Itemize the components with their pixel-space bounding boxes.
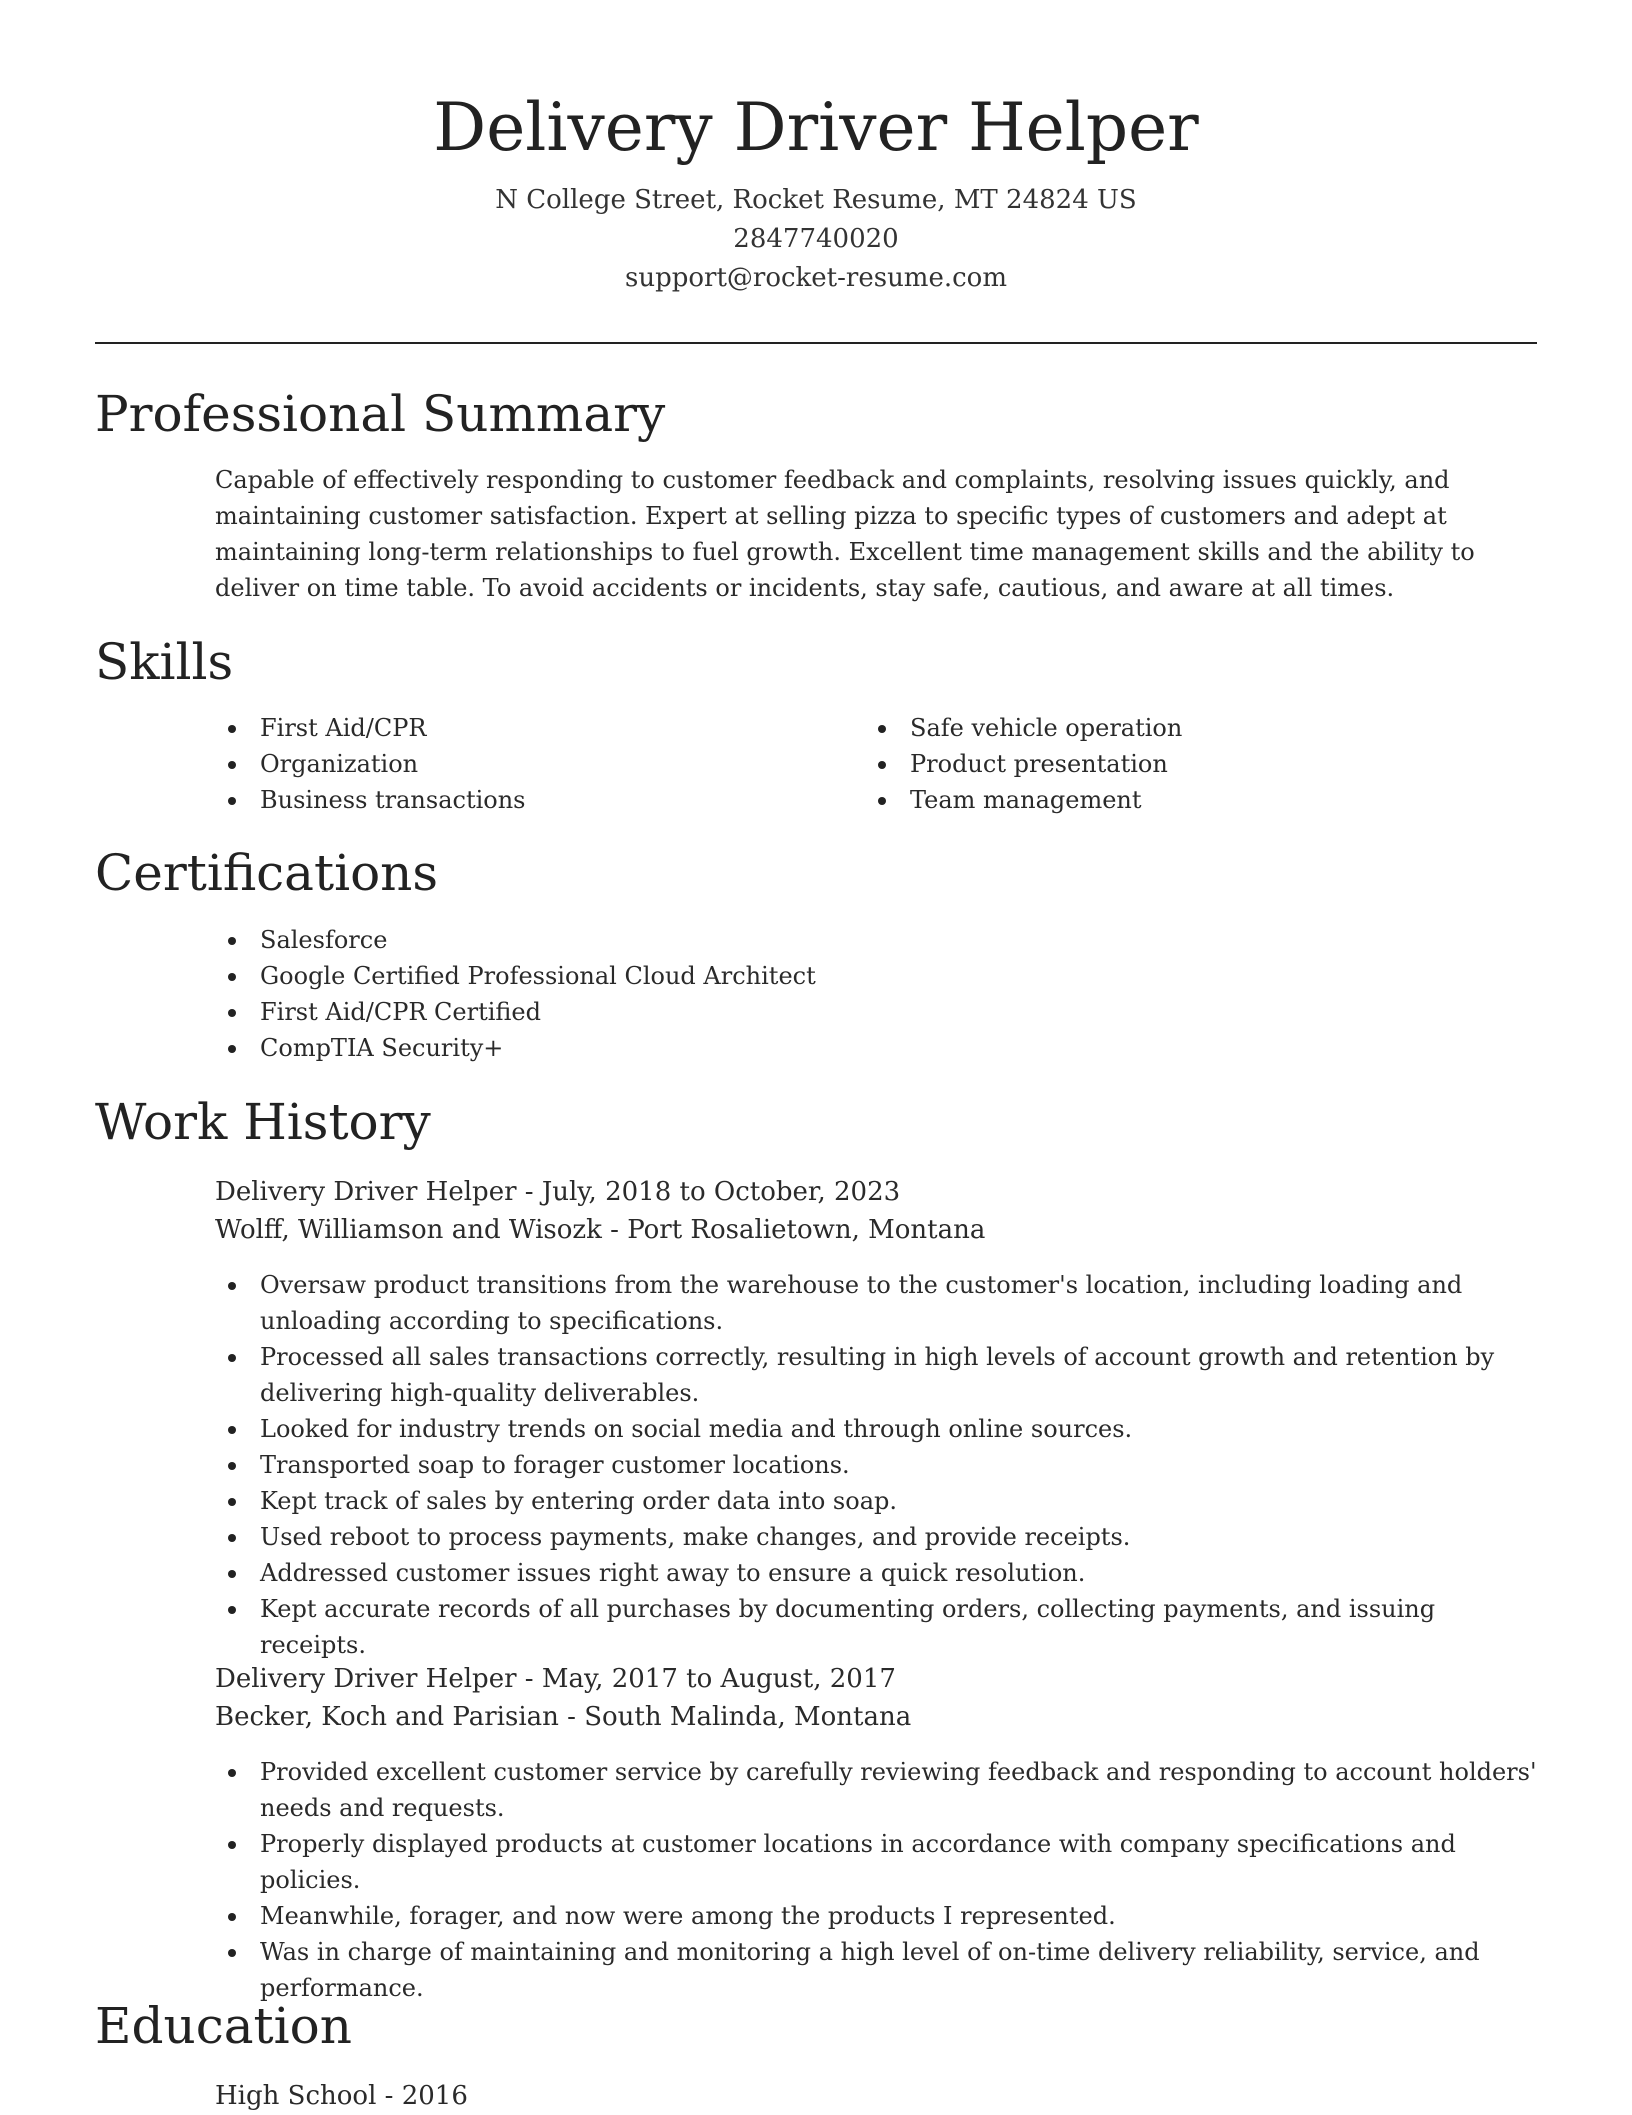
duty-item: Processed all sales transactions correctly, resulting in high levels of account growth and retention by delivering high-quality deliverables.	[215, 1339, 1545, 1411]
skill-item: Team management	[865, 782, 1505, 818]
skill-item: Safe vehicle operation	[865, 710, 1505, 746]
work-history-heading: Work History	[95, 1093, 431, 1151]
duty-item: Kept track of sales by entering order data into soap.	[215, 1483, 1545, 1519]
duty-item: Was in charge of maintaining and monitoring a high level of on-time delivery reliability, service, and performance.	[215, 1934, 1545, 2006]
duty-item: Looked for industry trends on social media and through online sources.	[215, 1411, 1545, 1447]
job-title-line: Delivery Driver Helper - May, 2017 to August, 2017	[215, 1664, 896, 1694]
certification-item: Google Certified Professional Cloud Architect	[215, 958, 1515, 994]
header-divider	[95, 342, 1537, 344]
certification-item: CompTIA Security+	[215, 1030, 1515, 1066]
skills-heading: Skills	[95, 633, 234, 691]
certification-item: First Aid/CPR Certified	[215, 994, 1515, 1030]
job-title-line: Delivery Driver Helper - July, 2018 to October, 2023	[215, 1177, 901, 1207]
skill-item: Business transactions	[215, 782, 815, 818]
contact-phone: 2847740020	[733, 224, 899, 254]
certifications-heading: Certifications	[95, 844, 439, 902]
contact-email: support@rocket-resume.com	[624, 263, 1007, 293]
job-1-duties	[215, 1267, 1545, 1663]
duty-item: Oversaw product transitions from the warehouse to the customer's location, including loading and unloading according to specifications.	[215, 1267, 1545, 1339]
skills-list-right	[865, 710, 1505, 818]
job-company-line: Becker, Koch and Parisian - South Malinda, Montana	[215, 1702, 912, 1732]
duty-item: Transported soap to forager customer locations.	[215, 1447, 1545, 1483]
candidate-name: Delivery Driver Helper	[433, 89, 1199, 166]
skills-list-left	[215, 710, 815, 818]
duty-item: Kept accurate records of all purchases by documenting orders, collecting payments, and issuing receipts.	[215, 1591, 1545, 1663]
duty-item: Addressed customer issues right away to ensure a quick resolution.	[215, 1555, 1545, 1591]
job-entry-2	[215, 1660, 1535, 1736]
duty-item: Properly displayed products at customer locations in accordance with company specifications and policies.	[215, 1826, 1545, 1898]
certification-item: Salesforce	[215, 922, 1515, 958]
skill-item: Organization	[215, 746, 815, 782]
job-company-line: Wolff, Williamson and Wisozk - Port Rosalietown, Montana	[215, 1215, 986, 1245]
duty-item: Provided excellent customer service by carefully reviewing feedback and responding to account holders' needs and requests.	[215, 1754, 1545, 1826]
summary-heading: Professional Summary	[95, 385, 666, 443]
education-heading: Education	[95, 1997, 352, 2055]
certifications-list	[215, 922, 1515, 1066]
summary-text: Capable of effectively responding to customer feedback and complaints, resolving issues quickly, and maintaining customer satisfaction. Expert at selling pizza to specific types of customers and adept at maintaining long-term relationships to fuel growth. Excellent time management skills and the ability to deliver on time table. To avoid accidents or incidents, stay safe, cautious, and aware at all times.	[215, 466, 1475, 602]
skill-item: First Aid/CPR	[215, 710, 815, 746]
resume-header	[95, 80, 1537, 298]
job-entry-1	[215, 1173, 1535, 1249]
education-entry: High School - 2016	[215, 2081, 468, 2111]
contact-address: N College Street, Rocket Resume, MT 24824 US	[495, 185, 1137, 215]
duty-item: Meanwhile, forager, and now were among the products I represented.	[215, 1898, 1545, 1934]
duty-item: Used reboot to process payments, make changes, and provide receipts.	[215, 1519, 1545, 1555]
skill-item: Product presentation	[865, 746, 1505, 782]
job-2-duties	[215, 1754, 1545, 2006]
